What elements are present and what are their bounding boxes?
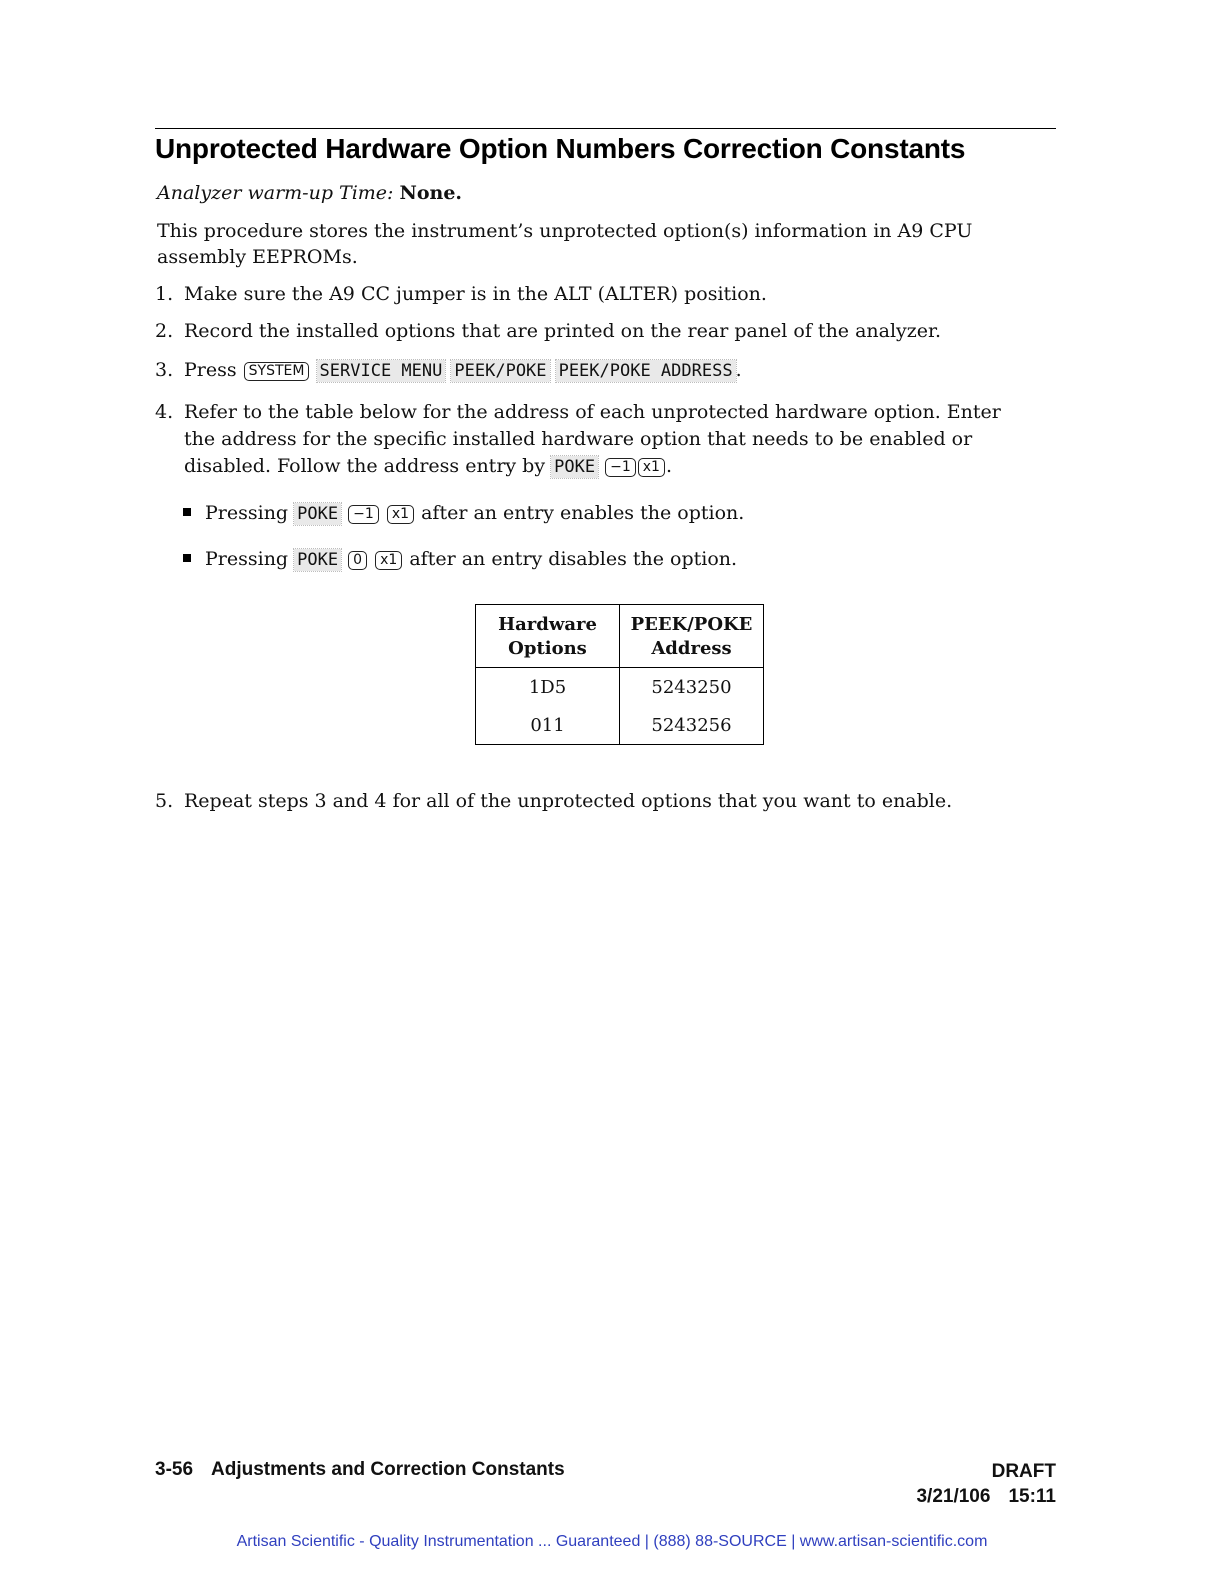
- bullet-prefix: Pressing: [205, 502, 289, 524]
- draft-time: 15:11: [1008, 1486, 1056, 1507]
- step-3-suffix: .: [735, 359, 742, 381]
- x1-key: x1: [375, 551, 402, 570]
- step-2: [155, 318, 1035, 344]
- x1-key: x1: [387, 505, 414, 524]
- artisan-banner: Artisan Scientific - Quality Instrumentation ... Guaranteed | (888) 88-SOURCE | www.artisan-scientific.com: [236, 1533, 988, 1550]
- step-number: 1.: [155, 283, 174, 305]
- draft-label: DRAFT: [991, 1461, 1056, 1482]
- warmup-line: [157, 180, 462, 206]
- step-number: 4.: [155, 401, 174, 423]
- address-cell: 5243256: [651, 714, 732, 736]
- header-hardware-options: [476, 605, 620, 668]
- header-peek-poke-address: [620, 605, 764, 668]
- warmup-label: Analyzer warm-up Time:: [157, 182, 394, 204]
- step-text: [184, 399, 1035, 481]
- step-number: 2.: [155, 320, 174, 342]
- step-4-suffix: .: [665, 455, 673, 477]
- step-text: Record the installed options that are printed on the rear panel of the analyzer.: [184, 320, 942, 342]
- footer-right: [916, 1459, 1056, 1509]
- step-text: [184, 357, 1035, 384]
- bullet-marker: [183, 508, 191, 516]
- zero-key: 0: [348, 551, 367, 570]
- step-4: [155, 399, 1035, 481]
- header-line: Options: [508, 638, 587, 659]
- poke-softkey: POKE: [294, 503, 341, 525]
- table-row: [476, 706, 764, 745]
- bullet-marker: [183, 554, 191, 562]
- header-line: Address: [651, 638, 732, 659]
- step-1: [155, 281, 1035, 307]
- service-menu-softkey: SERVICE MENU: [317, 360, 446, 382]
- poke-softkey: POKE: [551, 456, 598, 478]
- step-number: 5.: [155, 790, 174, 812]
- system-key: SYSTEM: [244, 362, 310, 381]
- step-number: 3.: [155, 359, 174, 381]
- table-row: [476, 668, 764, 707]
- poke-softkey: POKE: [294, 549, 341, 571]
- warmup-value: None.: [399, 182, 463, 204]
- bullet-suffix: after an entry enables the option.: [421, 502, 745, 524]
- peek-poke-softkey: PEEK/POKE: [451, 360, 549, 382]
- step-3-prefix: Press: [184, 359, 237, 381]
- table-header-row: [476, 605, 764, 668]
- bullet-prefix: Pressing: [205, 548, 289, 570]
- minus-one-key: −1: [605, 458, 636, 477]
- page-title: Unprotected Hardware Option Numbers Correction Constants: [155, 133, 966, 164]
- title-rule: [155, 128, 1056, 129]
- draft-date: 3/21/106: [916, 1486, 991, 1507]
- draft-timestamp: [916, 1484, 1056, 1509]
- option-cell: 1D5: [476, 668, 620, 707]
- step-5: [155, 788, 1035, 814]
- option-cell: 011: [476, 706, 620, 745]
- section-title: Adjustments and Correction Constants: [211, 1459, 565, 1480]
- bullet-text: [205, 546, 1003, 573]
- step-text: Repeat steps 3 and 4 for all of the unprotected options that you want to enable.: [184, 790, 953, 812]
- bullet-suffix: after an entry disables the option.: [409, 548, 738, 570]
- header-line: Hardware: [498, 614, 597, 635]
- footer-left: [155, 1459, 565, 1481]
- peek-poke-address-softkey: PEEK/POKE ADDRESS: [556, 360, 736, 382]
- step-4-text: Refer to the table below for the address of each unprotected hardware option. Enter the address for the specific installed hardware option that needs to be enabled or disabled. Follow the address entry by: [184, 401, 1001, 477]
- minus-one-key: −1: [348, 505, 379, 524]
- bullet-enable: [183, 500, 1003, 527]
- bullet-disable: [183, 546, 1003, 573]
- page-number: 3-56: [155, 1459, 194, 1480]
- header-line: PEEK/POKE: [630, 614, 753, 635]
- intro-paragraph: This procedure stores the instrument’s unprotected option(s) information in A9 CPU assembly EEPROMs.: [157, 220, 973, 268]
- bullet-text: [205, 500, 1003, 527]
- options-table: [475, 604, 764, 745]
- address-cell: 5243250: [651, 676, 732, 698]
- step-3: [155, 357, 1035, 384]
- x1-key: x1: [638, 458, 665, 477]
- step-text: Make sure the A9 CC jumper is in the ALT (ALTER) position.: [184, 283, 767, 305]
